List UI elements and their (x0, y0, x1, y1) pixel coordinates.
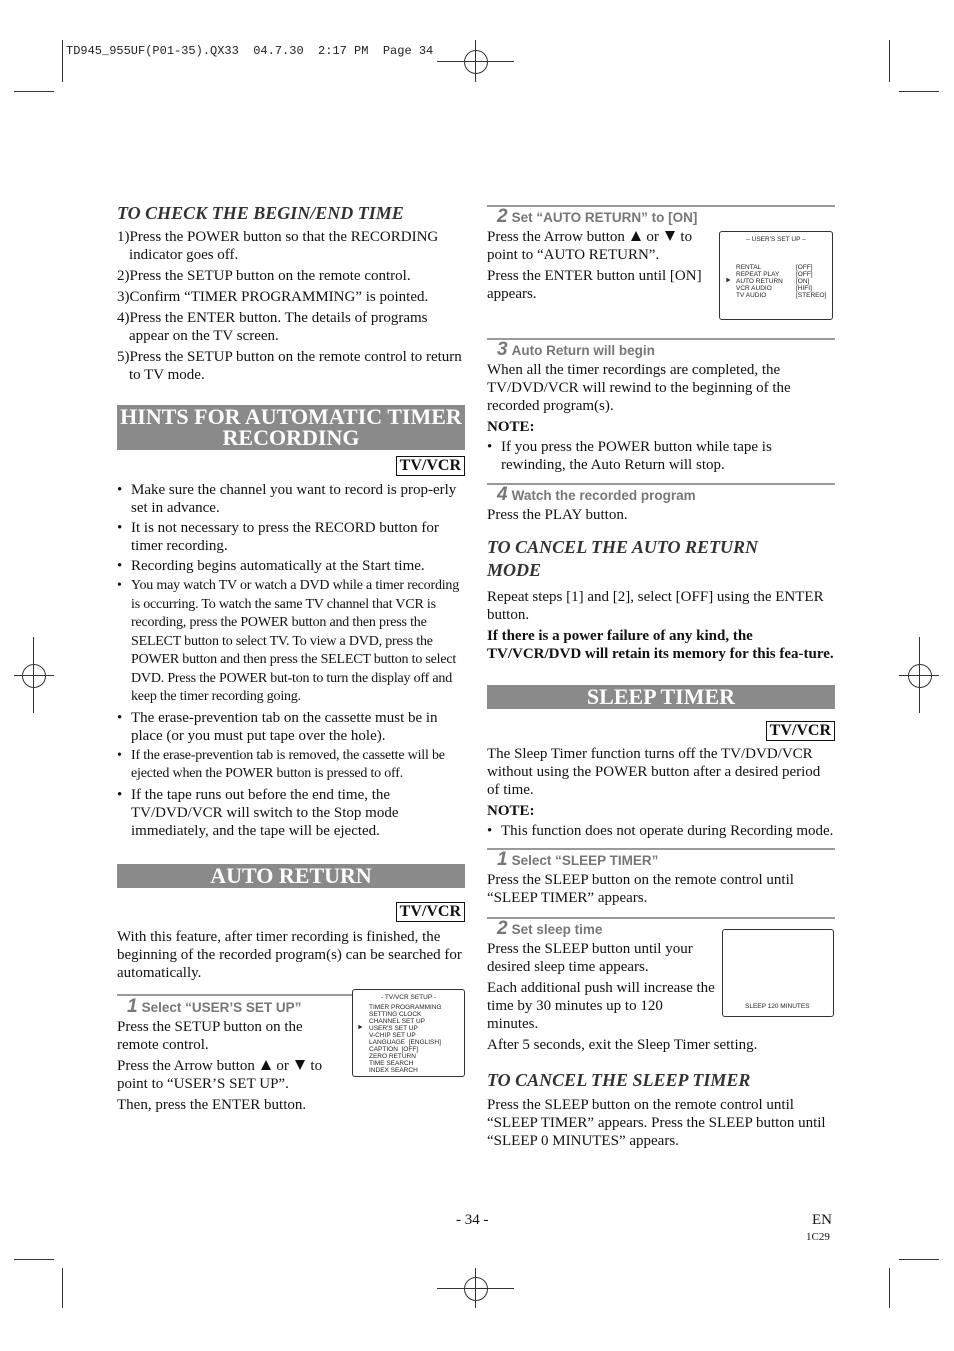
menu-item: ZERO RETURN (369, 1052, 416, 1060)
hint-item: • If the erase-prevention tab is removed, the cassette will be ejected when the POWER button is pressed to off. (117, 747, 465, 784)
menu-item-value: [OFF] (796, 264, 813, 271)
menu-item: TIME SEARCH (369, 1059, 414, 1067)
auto-return-section-title: AUTO RETURN (117, 864, 465, 888)
menu-item: USER'S SET UP (369, 1024, 418, 1032)
down-arrow-icon (665, 231, 675, 241)
auto-return-intro: With this feature, after timer recording is finished, the beginning of the recorded program(s) can be searched for automatically. (117, 928, 462, 981)
menu-item: TIMER PROGRAMMING (369, 1003, 442, 1011)
step-heading: 1 Select “USER’S SET UP” (127, 995, 302, 1017)
step1-para: Then, press the ENTER button. (117, 1096, 307, 1113)
cursor-icon: ► (725, 277, 732, 284)
menu-item-label: TV AUDIO (736, 292, 767, 299)
step1-para: Press the Arrow button or to point to “USER’S SET UP”. (117, 1057, 323, 1092)
sleep-step2-para: Each additional push will increase the time by 30 minutes up to 120 minutes. (487, 980, 715, 1032)
step2-para: Press the Arrow button or to point to “AUTO RETURN”. (487, 229, 693, 263)
step4-para: Press the PLAY button. (487, 507, 628, 523)
osd-text: SLEEP 120 MINUTES (745, 1003, 810, 1010)
hints-section-title: HINTS FOR AUTOMATIC TIMER RECORDING (117, 405, 465, 450)
hint-item: • You may watch TV or watch a DVD while a timer recording is occurring. To watch the same TV channel that VCR is recording, press the POWER button and then press the SELECT button to select TV. To view a DVD, press the POWER button and then press the SELECT button to select DVD. Press the POWER but-ton to turn the display off and keep the timer recording going. (117, 577, 465, 707)
hint-item: • If the tape runs out before the end time, the TV/DVD/VCR will switch to the Stop mode immediately, and the tape will be ejected. (117, 786, 465, 840)
language-code: EN (812, 1212, 832, 1228)
note-item: • If you press the POWER button while tape is rewinding, the Auto Return will stop. (487, 438, 835, 474)
print-slug: TD945_955UF(P01-35).QX33 04.7.30 2:17 PM Page 34 (66, 44, 434, 58)
sleep-step2-para: After 5 seconds, exit the Sleep Timer setting. (487, 1037, 758, 1053)
check-step: 4)Press the ENTER button. The details of programs appear on the TV screen. (117, 310, 428, 344)
cancel-sleep-para: Press the SLEEP button on the remote control until “SLEEP TIMER” appears. Press the SLEEP button until “SLEEP 0 MINUTES” appears. (487, 1097, 826, 1149)
check-step: 2)Press the SETUP button on the remote control. (117, 268, 411, 284)
check-step: 3)Confirm “TIMER PROGRAMMING” is pointed. (117, 289, 429, 305)
step-heading: 2 Set “AUTO RETURN” to [ON] (497, 206, 698, 227)
menu-item-label: RENTAL (736, 264, 762, 271)
menu-item-label: AUTO RETURN (736, 278, 783, 285)
menu-title: - TV/VCR SETUP - (380, 993, 437, 1001)
hint-item: • The erase-prevention tab on the cassette must be in place (or you must put tape over the hole). (117, 709, 465, 745)
menu-item-value: [ON] (796, 278, 810, 285)
hint-item: • Recording begins automatically at the Start time. (117, 557, 465, 575)
check-steps (117, 228, 465, 384)
check-step: 5)Press the SETUP button on the remote control to return to TV mode. (117, 349, 462, 383)
sleep-timer-section-title: SLEEP TIMER (487, 685, 835, 709)
sleep-intro: The Sleep Timer function turns off the TV/DVD/VCR without using the POWER button after a desired period of time. (487, 746, 821, 798)
menu-item-value: [STEREO] (796, 292, 827, 299)
cancel-para: Repeat steps [1] and [2], select [OFF] using the ENTER button. (487, 589, 824, 623)
up-arrow-icon (631, 231, 641, 241)
users-setup-menu-screen (719, 231, 833, 320)
doc-code: 1C29 (806, 1231, 830, 1243)
hint-item: • Make sure the channel you want to record is prop-erly set in advance. (117, 481, 465, 517)
menu-item: CHANNEL SET UP (369, 1017, 425, 1025)
left-column (117, 198, 465, 1114)
power-failure-note: If there is a power failure of any kind, the TV/VCR/DVD will retain its memory for this fea-ture. (487, 628, 834, 662)
step-heading: 3 Auto Return will begin (497, 339, 655, 360)
page-number: - 34 - (456, 1212, 489, 1228)
hints-list (117, 481, 465, 840)
menu-item-label: REPEAT PLAY (736, 271, 780, 278)
step1-para: Press the SETUP button on the remote control. (117, 1018, 303, 1053)
down-arrow-icon (295, 1060, 305, 1070)
menu-item: LANGUAGE [ENGLISH] (369, 1038, 441, 1046)
sleep-timer-screen (722, 929, 834, 1017)
tv-vcr-tag: TV/VCR (396, 902, 465, 922)
check-step: 1)Press the POWER button so that the RECORDING indicator goes off. (117, 229, 439, 263)
menu-item: V-CHIP SET UP (369, 1031, 416, 1039)
tv-vcr-tag: TV/VCR (396, 456, 465, 476)
up-arrow-icon (261, 1060, 271, 1070)
tv-vcr-setup-menu-screen (352, 989, 465, 1077)
note-item: • This function does not operate during Recording mode. (487, 822, 835, 840)
menu-item: INDEX SEARCH (369, 1066, 418, 1074)
step-heading: 4 Watch the recorded program (497, 484, 696, 505)
menu-item-value: [HIFI] (796, 285, 812, 292)
right-column (487, 205, 835, 1150)
cancel-auto-return-heading: TO CANCEL THE AUTO RETURN MODE (487, 537, 759, 580)
note-label: NOTE: (487, 419, 535, 435)
tv-vcr-tag: TV/VCR (766, 721, 835, 741)
step-heading: 2 Set sleep time (497, 918, 603, 939)
menu-title: – USER'S SET UP – (746, 236, 806, 243)
menu-item-label: VCR AUDIO (736, 285, 772, 292)
sleep-step2-para: Press the SLEEP button until your desired sleep time appears. (487, 941, 693, 975)
hint-item: • It is not necessary to press the RECORD button for timer recording. (117, 519, 465, 555)
menu-item: SETTING CLOCK (369, 1010, 422, 1018)
step3-para: When all the timer recordings are completed, the TV/DVD/VCR will rewind to the beginning of the recorded program(s). (487, 362, 791, 414)
step2-para: Press the ENTER button until [ON] appears. (487, 268, 702, 302)
step-heading: 1 Select “SLEEP TIMER” (497, 849, 659, 870)
note-label: NOTE: (487, 803, 535, 819)
menu-item-value: [OFF] (796, 271, 813, 278)
cursor-icon: ► (357, 1023, 364, 1031)
sleep-step1-para: Press the SLEEP button on the remote control until “SLEEP TIMER” appears. (487, 872, 794, 906)
check-begin-end-heading: TO CHECK THE BEGIN/END TIME (117, 203, 404, 223)
cancel-sleep-heading: TO CANCEL THE SLEEP TIMER (487, 1070, 751, 1090)
menu-item: CAPTION [OFF] (369, 1045, 419, 1053)
